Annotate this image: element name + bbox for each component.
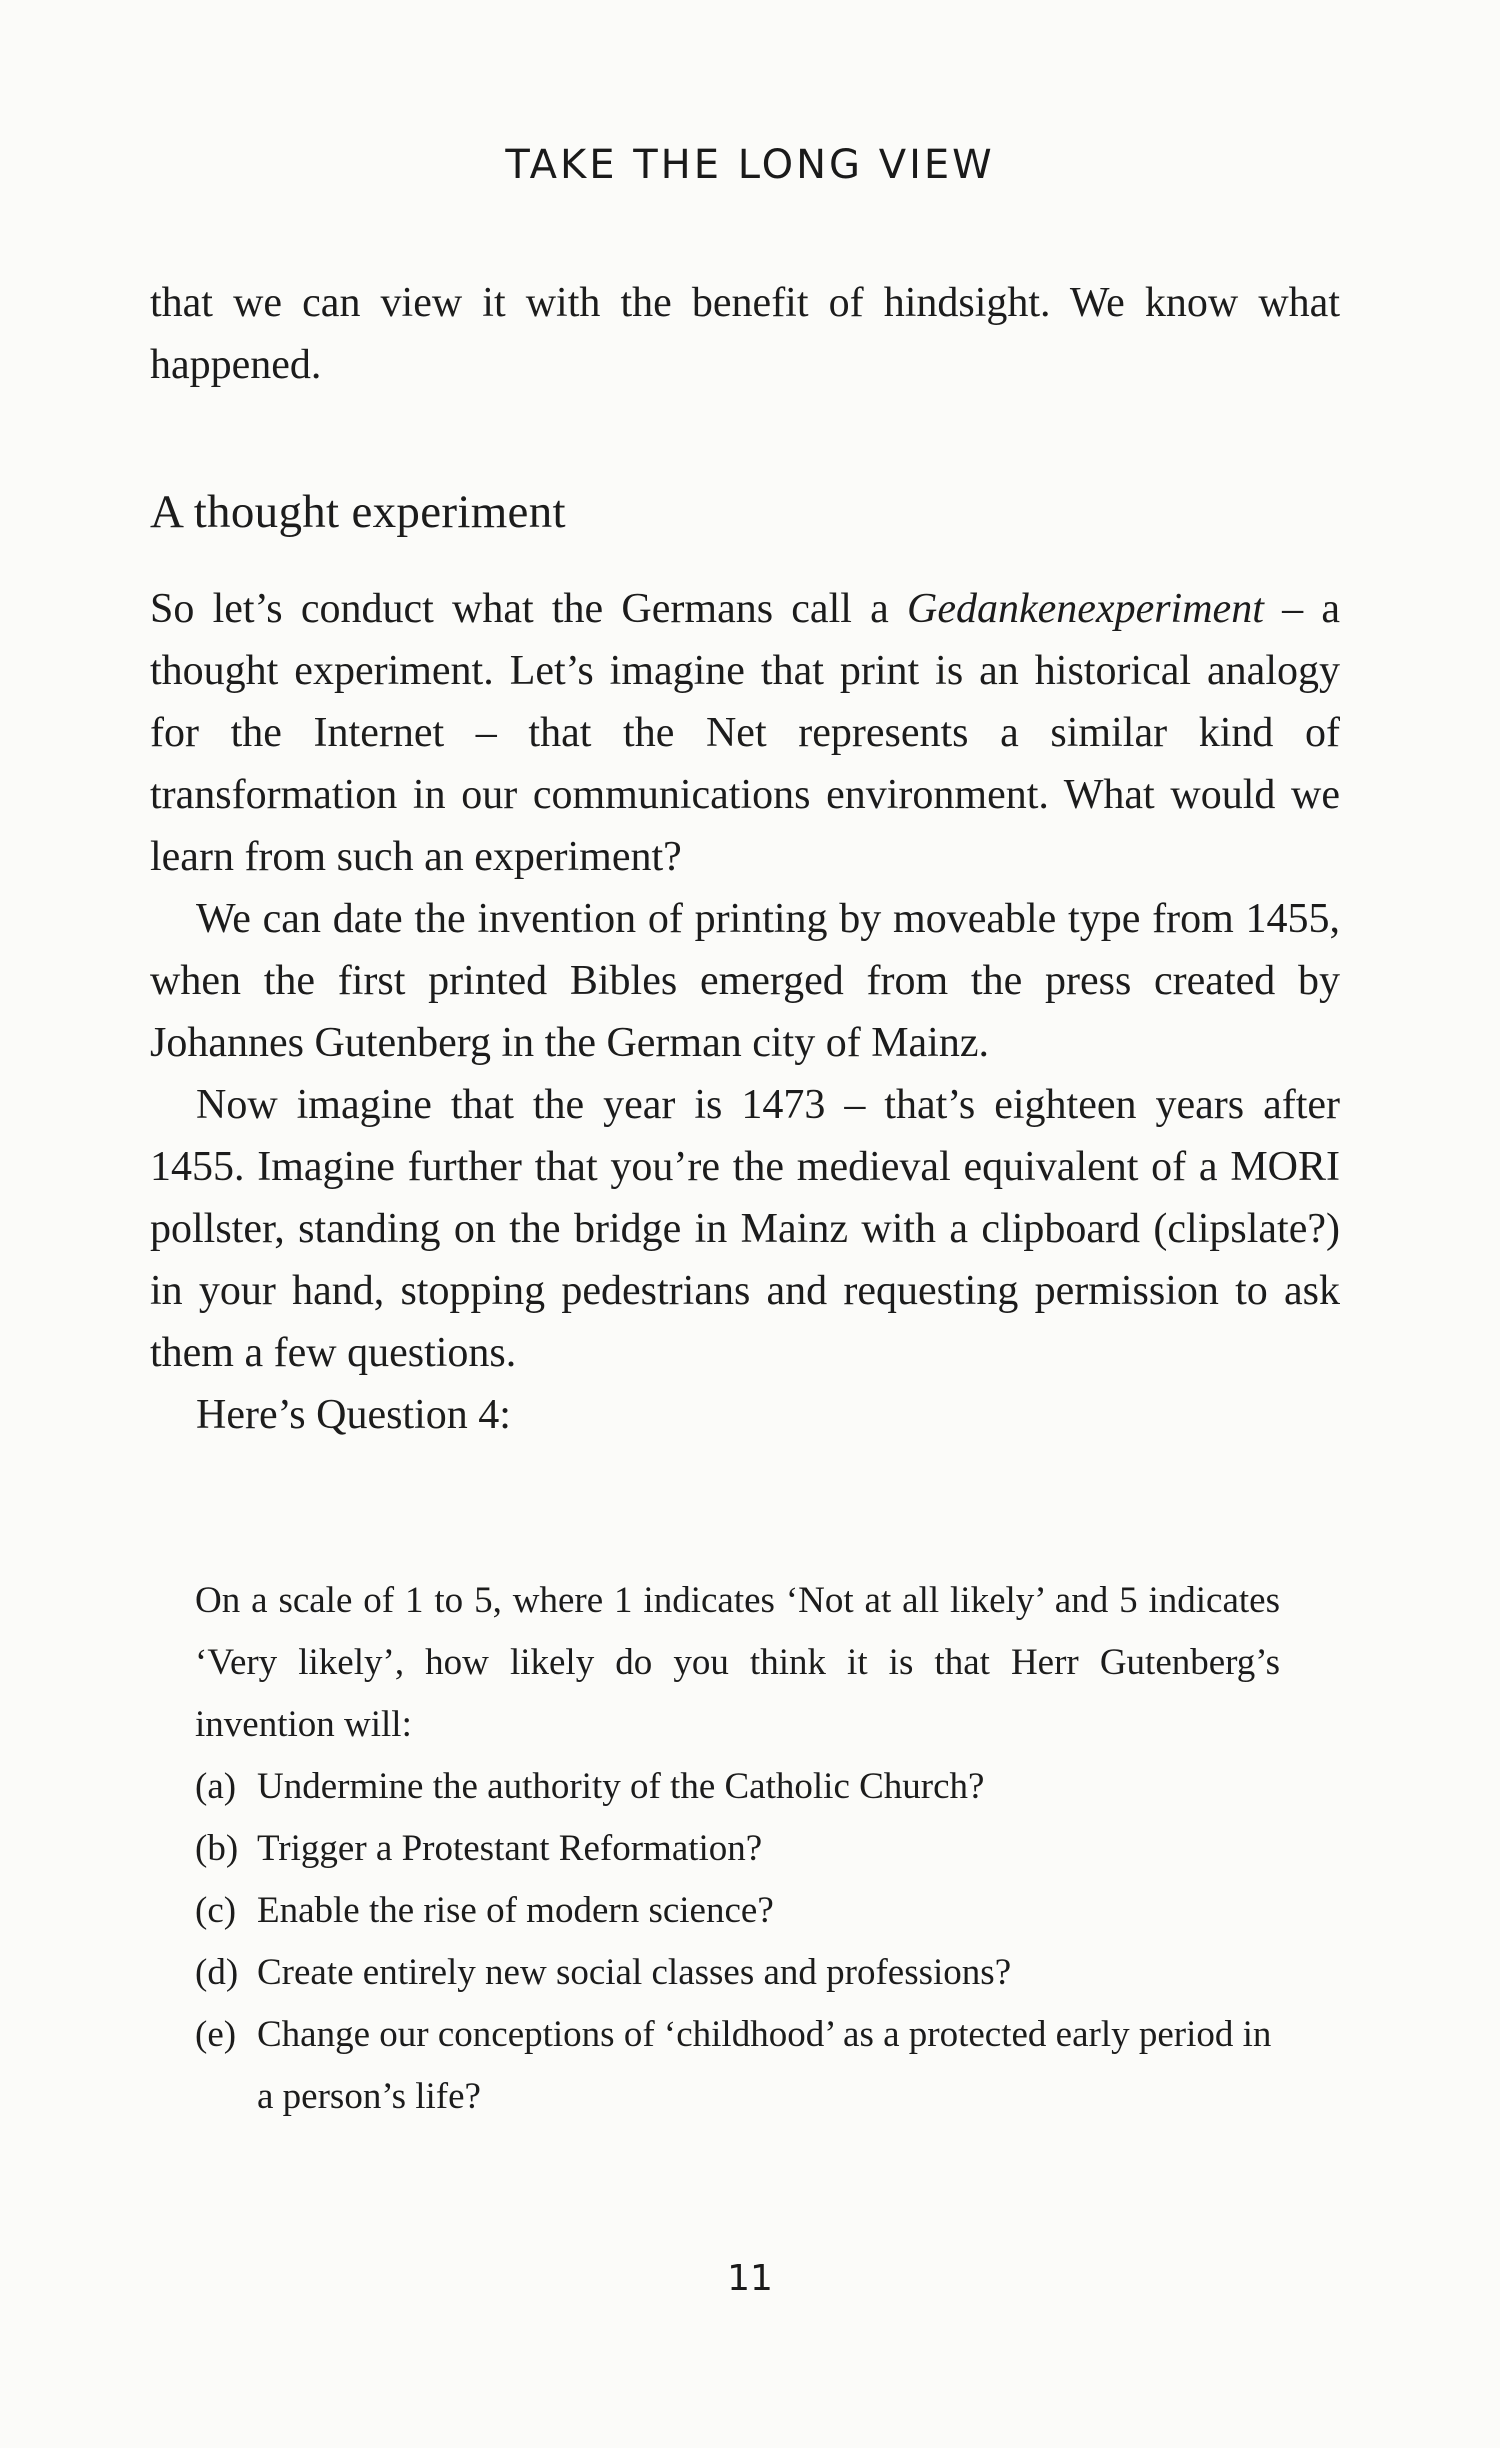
question-marker: (d) (195, 1952, 239, 1993)
opening-paragraph: that we can view it with the benefit of hindsight. We know what happened. (150, 280, 1340, 388)
question-item (195, 2004, 1280, 2128)
paragraph-1-italic: Gedankenexperiment (907, 586, 1264, 632)
question-block (195, 1570, 1280, 2128)
question-item (195, 1818, 1280, 1880)
paragraph-1-start: So let’s conduct what the Germans call a (150, 586, 908, 632)
question-list (195, 1756, 1280, 2128)
question-text: Trigger a Protestant Reformation? (257, 1828, 763, 1869)
question-item (195, 1942, 1280, 2004)
paragraph-1-end: – a thought experiment. Let’s imagine that print is an historical analogy for the Internet – that the Net represents a similar kind of transformation in our communications environment. What would we learn from such an experiment? (150, 586, 1340, 880)
paragraph-2: We can date the invention of printing by moveable type from 1455, when the first printed Bibles emerged from the press created by Johannes Gutenberg in the German city of Mainz. (150, 896, 1340, 1066)
question-marker: (e) (195, 2014, 237, 2055)
body-text-block (150, 578, 1340, 1446)
question-text: Change our conceptions of ‘childhood’ as a protected early period in a person’s life? (257, 2014, 1272, 2117)
question-text: Undermine the authority of the Catholic Church? (257, 1766, 985, 1807)
question-text: Enable the rise of modern science? (257, 1890, 774, 1931)
paragraph-1 (150, 578, 1340, 888)
question-text: Create entirely new social classes and professions? (257, 1952, 1012, 1993)
paragraph-4: Here’s Question 4: (196, 1392, 511, 1438)
section-heading: A thought experiment (150, 486, 566, 538)
question-item (195, 1880, 1280, 1942)
question-item (195, 1756, 1280, 1818)
question-marker: (c) (195, 1890, 237, 1931)
question-marker: (a) (195, 1766, 237, 1807)
running-head: TAKE THE LONG VIEW (505, 142, 995, 188)
paragraph-3: Now imagine that the year is 1473 – that’s eighteen years after 1455. Imagine further that you’re the medieval equivalent of a MORI pollster, standing on the bridge in Mainz with a clipboard (clipslate?) in your hand, stopping pedestrians and requesting permission to ask them a few questions. (150, 1082, 1340, 1376)
opening-text-block (150, 272, 1340, 396)
page-number: 11 (727, 2258, 773, 2299)
question-intro: On a scale of 1 to 5, where 1 indicates ‘Not at all likely’ and 5 indicates ‘Very likely’, how likely do you think it is that Herr Gutenberg’s invention will: (195, 1580, 1280, 1745)
question-marker: (b) (195, 1828, 239, 1869)
